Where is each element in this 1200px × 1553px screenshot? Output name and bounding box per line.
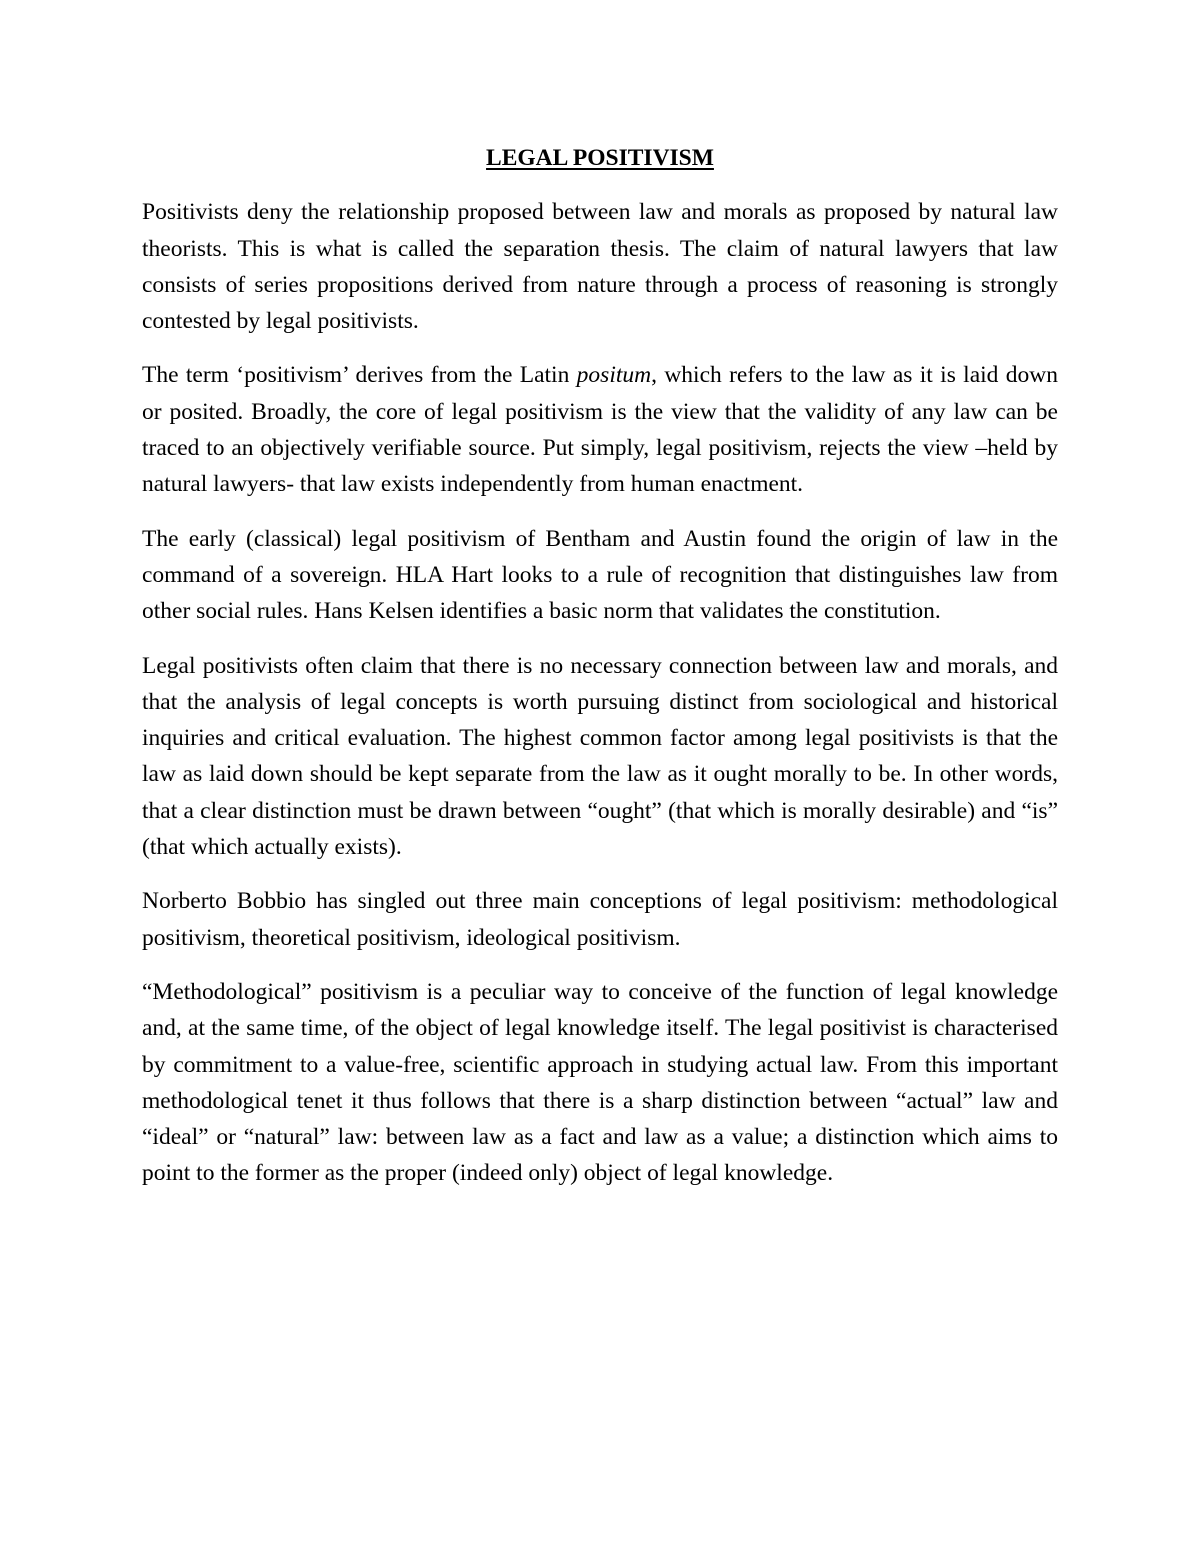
paragraph-text-before-italic: The term ‘positivism’ derives from the Latin	[142, 362, 577, 389]
document-body	[142, 140, 1058, 1210]
paragraph-methodological-positivism: “Methodological” positivism is a peculiar way to conceive of the function of legal knowledge and, at the same time, of the object of legal knowledge itself. The legal positivist is characterised by commitment to a value-free, scientific approach in studying actual law. From this important methodological tenet it thus follows that there is a sharp distinction between “actual” law and “ideal” or “natural” law: between law as a fact and law as a value; a distinction which aims to point to the former as the proper (indeed only) object of legal knowledge.	[142, 978, 1058, 1187]
paragraph-separation-thesis: Positivists deny the relationship proposed between law and morals as proposed by natural law theorists. This is what is called the separation thesis. The claim of natural lawyers that law consists of series propositions derived from nature through a process of reasoning is strongly contested by legal positivists.	[142, 199, 1058, 335]
document-title: LEGAL POSITIVISM	[486, 145, 714, 171]
paragraph-text-after-italic: , which refers to the law as it is laid down or posited. Broadly, the core of legal positivism is the view that the validity of any law can be traced to an objectively verifiable source. Put simply, legal positivism, rejects the view –held by natural lawyers- that law exists independently from human enactment.	[142, 362, 1058, 498]
paragraph-term-positivism	[142, 357, 1058, 502]
paragraph-bobbio-conceptions: Norberto Bobbio has singled out three main conceptions of legal positivism: methodological positivism, theoretical positivism, ideological positivism.	[142, 888, 1058, 951]
paragraph-no-necessary-connection: Legal positivists often claim that there is no necessary connection between law and morals, and that the analysis of legal concepts is worth pursuing distinct from sociological and historical inquiries and critical evaluation. The highest common factor among legal positivists is that the law as laid down should be kept separate from the law as it ought morally to be. In other words, that a clear distinction must be drawn between “ought” (that which is morally desirable) and “is” (that which actually exists).	[142, 652, 1058, 861]
paragraph-classical-positivism: The early (classical) legal positivism of Bentham and Austin found the origin of law in the command of a sovereign. HLA Hart looks to a rule of recognition that distinguishes law from other social rules. Hans Kelsen identifies a basic norm that validates the constitution.	[142, 525, 1058, 625]
latin-term-positum: positum	[576, 362, 652, 389]
